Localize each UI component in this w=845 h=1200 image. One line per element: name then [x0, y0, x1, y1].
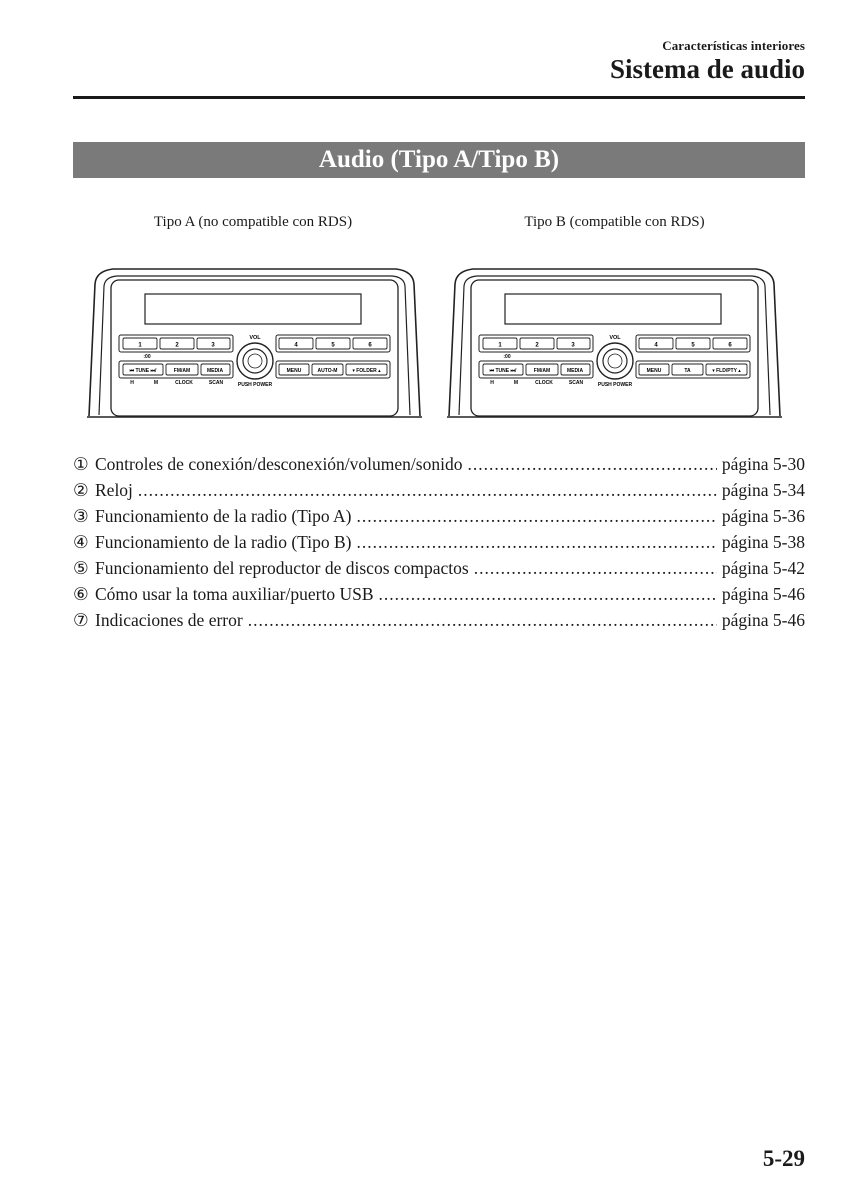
contents-item[interactable]: [73, 506, 805, 532]
caption-type-b: Tipo B (compatible con RDS): [524, 214, 705, 230]
push-power-label: PUSH POWER: [237, 382, 273, 388]
preset-2-label: 2: [175, 342, 179, 349]
h-label: H: [130, 380, 134, 386]
preset-4-label: 4: [654, 342, 658, 349]
contents-item[interactable]: [73, 584, 805, 610]
contents-item[interactable]: [73, 610, 805, 636]
preset-2-label: 2: [535, 342, 539, 349]
item-number: ⑤: [73, 558, 89, 578]
item-title: Controles de conexión/desconexión/volumen/sonido: [95, 454, 463, 474]
item-number: ①: [73, 454, 89, 474]
menu-label: MENU: [646, 368, 662, 374]
page-title: Sistema de audio: [609, 54, 805, 84]
media-label: MEDIA: [206, 368, 224, 374]
item-number: ③: [73, 506, 89, 526]
fld-pty-label: ▾ FLD/PTY ▴: [712, 368, 741, 374]
m-label: M: [513, 380, 519, 386]
clock-label: CLOCK: [535, 380, 553, 386]
contents-item[interactable]: [73, 480, 805, 506]
item-title: Reloj: [95, 480, 133, 500]
item-page-ref: página 5-34: [721, 480, 805, 500]
page-number: 5-29: [762, 1146, 805, 1171]
item-page-ref: página 5-46: [721, 610, 805, 630]
section-banner: Audio (Tipo A/Tipo B): [73, 142, 805, 178]
dot-leader: [379, 584, 717, 605]
m-label: M: [153, 380, 159, 386]
preset-sub-label: :00: [503, 354, 511, 360]
radio-illustration-type-a: [83, 262, 426, 422]
preset-1-label: 1: [138, 342, 142, 349]
dot-leader: [467, 454, 716, 475]
item-page-ref: página 5-42: [721, 558, 805, 578]
preset-6-label: 6: [728, 342, 732, 349]
dot-leader: [474, 558, 717, 579]
contents-item[interactable]: [73, 454, 805, 480]
item-number: ⑥: [73, 584, 89, 604]
h-label: H: [490, 380, 494, 386]
ta-label: TA: [684, 368, 691, 374]
preset-1-label: 1: [498, 342, 502, 349]
preset-sub-label: :00: [143, 354, 151, 360]
volume-knob[interactable]: [237, 343, 273, 379]
auto-m-label: AUTO-M: [317, 368, 338, 374]
contents-item[interactable]: [73, 558, 805, 584]
item-number: ④: [73, 532, 89, 552]
contents-item[interactable]: [73, 532, 805, 558]
scan-label: SCAN: [208, 380, 224, 386]
preset-6-label: 6: [368, 342, 372, 349]
caption-type-a: Tipo A (no compatible con RDS): [153, 214, 353, 230]
tune-label: ⏮ TUNE ⏭/: [489, 368, 517, 374]
preset-5-label: 5: [331, 342, 335, 349]
vol-label: VOL: [609, 335, 621, 341]
item-title: Indicaciones de error: [95, 610, 243, 630]
item-title: Funcionamiento de la radio (Tipo B): [95, 532, 352, 552]
dot-leader: [356, 532, 716, 553]
media-label: MEDIA: [566, 368, 584, 374]
clock-label: CLOCK: [175, 380, 193, 386]
scan-label: SCAN: [568, 380, 584, 386]
preset-3-label: 3: [571, 342, 575, 349]
dot-leader: [356, 506, 716, 527]
vol-label: VOL: [249, 335, 261, 341]
fm-am-label: FM/AM: [533, 368, 551, 374]
folder-label: ▾ FOLDER ▴: [352, 368, 381, 374]
item-page-ref: página 5-30: [721, 454, 805, 474]
header-rule: [73, 96, 805, 99]
fm-am-label: FM/AM: [173, 368, 191, 374]
header-section: Características interiores: [662, 38, 805, 53]
display-screen: [145, 294, 361, 324]
item-title: Funcionamiento del reproductor de discos compactos: [95, 558, 469, 578]
dot-leader: [138, 480, 717, 501]
preset-4-label: 4: [294, 342, 298, 349]
dot-leader: [248, 610, 717, 631]
item-title: Cómo usar la toma auxiliar/puerto USB: [95, 584, 374, 604]
item-title: Funcionamiento de la radio (Tipo A): [95, 506, 352, 526]
item-number: ⑦: [73, 610, 89, 630]
preset-3-label: 3: [211, 342, 215, 349]
item-page-ref: página 5-46: [721, 584, 805, 604]
radio-illustration-type-b: [443, 262, 786, 422]
menu-label: MENU: [286, 368, 302, 374]
item-page-ref: página 5-38: [721, 532, 805, 552]
tune-label: ⏮ TUNE ⏭/: [129, 368, 157, 374]
contents-list: [73, 454, 805, 636]
preset-5-label: 5: [691, 342, 695, 349]
item-number: ②: [73, 480, 89, 500]
push-power-label: PUSH POWER: [597, 382, 633, 388]
display-screen: [505, 294, 721, 324]
item-page-ref: página 5-36: [721, 506, 805, 526]
